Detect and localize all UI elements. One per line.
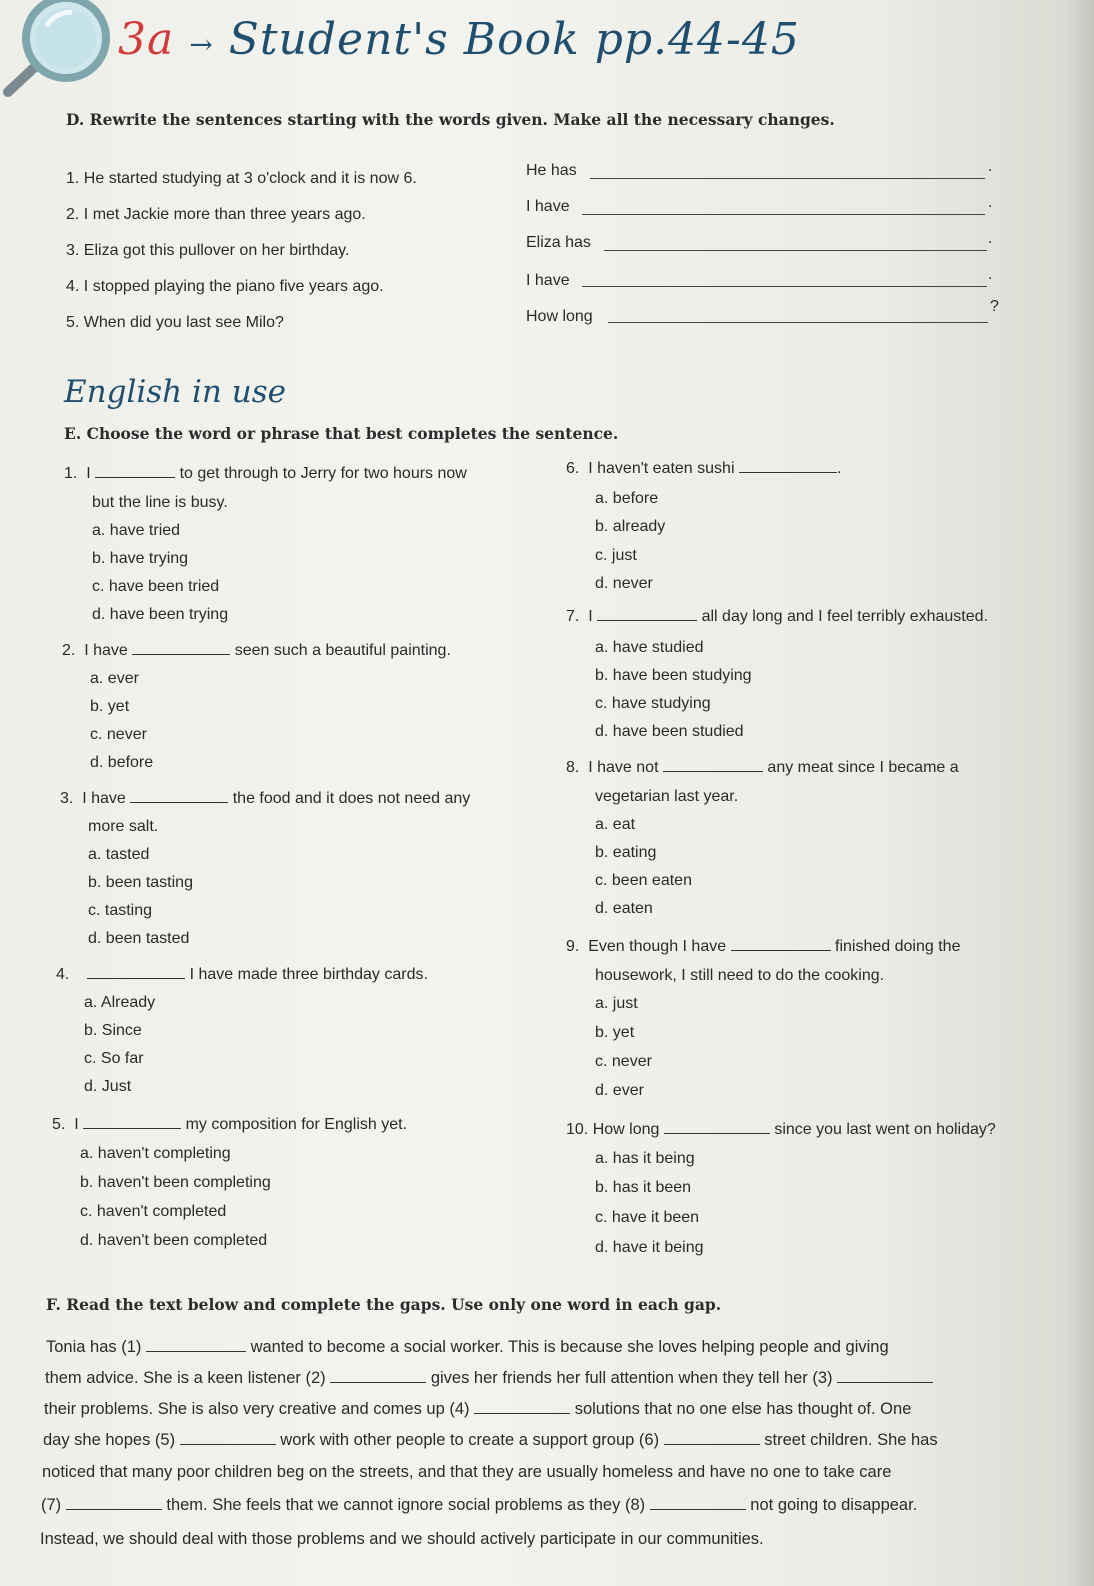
question-number: 5. [52, 1116, 66, 1133]
paragraph-line [40, 1530, 764, 1549]
answer-blank[interactable] [83, 1116, 181, 1129]
d-item-5-end: ? [990, 298, 999, 315]
question-text: the food and it does not need any [232, 790, 471, 807]
question-3 [60, 790, 470, 808]
option[interactable]: d. been tasted [88, 930, 190, 947]
question-text: I haven't eaten sushi [588, 460, 735, 477]
paragraph-line [42, 1463, 891, 1482]
option[interactable]: d. eaten [595, 900, 653, 917]
option[interactable]: c. haven't completed [80, 1203, 227, 1220]
option[interactable]: c. have studying [595, 695, 711, 712]
option[interactable]: d. have been studied [595, 723, 744, 740]
question-text: I [74, 1116, 79, 1133]
answer-blank[interactable] [731, 938, 831, 951]
option[interactable]: d. never [595, 575, 653, 592]
option[interactable]: b. eating [595, 844, 657, 861]
d-item-5-start: How long [526, 308, 593, 325]
d-item-4-end: . [988, 266, 993, 283]
option[interactable]: a. before [595, 490, 659, 507]
question-text: since you last went on holiday? [774, 1121, 996, 1138]
question-3-line2: more salt. [88, 818, 159, 835]
option[interactable]: a. ever [90, 670, 139, 687]
gap-blank[interactable] [650, 1497, 746, 1510]
answer-line[interactable] [590, 178, 985, 179]
text-fragment: solutions that no one else has thought of. One [574, 1400, 912, 1418]
d-item-2-end: . [988, 194, 993, 211]
section-e-instruction: E. Choose the word or phrase that best completes the sentence. [64, 424, 619, 443]
question-text: I have not [588, 759, 659, 776]
question-text: my composition for English yet. [185, 1116, 408, 1133]
answer-blank[interactable] [95, 465, 175, 478]
d-item-4-start: I have [526, 272, 570, 289]
question-number: 8. [566, 759, 580, 776]
option[interactable]: d. have been trying [92, 606, 229, 623]
option[interactable]: c. have been tried [92, 578, 220, 595]
d-item-3 [66, 242, 349, 260]
d-item-number: 5. [66, 314, 80, 331]
d-item-4 [66, 278, 384, 296]
d-item-number: 1. [66, 170, 80, 187]
d-item-1 [66, 170, 417, 188]
text-fragment: them advice. She is a keen listener (2) [45, 1369, 326, 1387]
gap-blank[interactable] [664, 1432, 760, 1445]
d-item-1-end: . [988, 158, 993, 175]
section-f-instruction: F. Read the text below and complete the gaps. Use only one word in each gap. [46, 1295, 722, 1314]
question-number: 6. [566, 460, 580, 477]
question-8 [566, 759, 959, 777]
question-number: 3. [60, 790, 74, 807]
english-in-use-title: English in use [64, 374, 286, 410]
question-text: I [588, 608, 593, 625]
option[interactable]: a. Already [84, 994, 156, 1011]
question-text: finished doing the [835, 938, 961, 955]
question-text: any meat since I became a [767, 759, 959, 776]
question-5 [52, 1116, 407, 1134]
header-title [118, 14, 800, 65]
question-7 [566, 608, 988, 626]
gap-blank[interactable] [146, 1339, 246, 1352]
text-fragment: their problems. She is also very creative and comes up (4) [44, 1400, 470, 1418]
question-number: 9. [566, 938, 580, 955]
option[interactable]: c. have it been [595, 1209, 700, 1226]
question-number: 2. [62, 642, 76, 659]
answer-line[interactable] [582, 214, 985, 215]
option[interactable]: b. have been studying [595, 667, 752, 684]
paragraph-line [45, 1369, 933, 1388]
answer-line[interactable] [582, 286, 987, 287]
text-fragment: not going to disappear. [750, 1496, 918, 1514]
question-1 [64, 465, 467, 483]
answer-blank[interactable] [664, 1121, 770, 1134]
question-10 [566, 1121, 996, 1139]
paragraph-line [43, 1431, 938, 1450]
option[interactable]: a. has it being [595, 1150, 695, 1167]
option[interactable]: d. ever [595, 1082, 644, 1099]
question-1-line2: but the line is busy. [92, 494, 228, 511]
text-fragment: wanted to become a social worker. This is because she loves helping people and giving [250, 1338, 889, 1356]
gap-blank[interactable] [66, 1497, 162, 1510]
gap-blank[interactable] [837, 1370, 933, 1383]
text-fragment: Instead, we should deal with those problems and we should actively participate in our communities. [40, 1530, 764, 1548]
d-item-sentence: He started studying at 3 o'clock and it is now 6. [83, 170, 417, 187]
question-number: 4. [56, 966, 70, 983]
option[interactable]: a. have studied [595, 639, 704, 656]
option[interactable]: a. eat [595, 816, 636, 833]
d-item-2 [66, 206, 366, 224]
option[interactable]: a. tasted [88, 846, 150, 863]
question-text: seen such a beautiful painting. [234, 642, 451, 659]
question-4 [56, 966, 428, 984]
option[interactable]: d. haven't been completed [80, 1232, 268, 1249]
option[interactable]: c. just [595, 547, 637, 564]
option[interactable]: b. Since [84, 1022, 142, 1039]
question-8-line2: vegetarian last year. [595, 788, 739, 805]
unit-label: 3a [118, 14, 175, 65]
question-text: Even though I have [588, 938, 727, 955]
question-number: 1. [64, 465, 78, 482]
text-fragment: them. She feels that we cannot ignore social problems as they (8) [166, 1496, 646, 1514]
answer-blank[interactable] [597, 608, 697, 621]
d-item-1-start: He has [526, 162, 577, 179]
text-fragment: day she hopes (5) [43, 1431, 176, 1449]
d-item-3-end: . [988, 230, 993, 247]
text-fragment: (7) [41, 1496, 62, 1514]
option[interactable]: b. haven't been completing [80, 1174, 271, 1191]
d-item-sentence: When did you last see Milo? [83, 314, 284, 331]
option[interactable]: d. Just [84, 1078, 132, 1095]
question-text: I have [82, 790, 126, 807]
option[interactable]: b. has it been [595, 1179, 692, 1196]
question-9 [566, 938, 960, 956]
answer-blank[interactable] [87, 966, 185, 979]
option[interactable]: c. never [595, 1053, 652, 1070]
text-fragment: gives her friends her full attention when they tell her (3) [430, 1369, 833, 1387]
answer-blank[interactable] [739, 460, 837, 473]
option[interactable]: d. before [90, 754, 154, 771]
arrow-icon: → [189, 28, 214, 61]
question-text: I have [84, 642, 128, 659]
answer-blank[interactable] [132, 642, 230, 655]
question-text: all day long and I feel terribly exhausted. [701, 608, 988, 625]
option[interactable]: a. have tried [92, 522, 181, 539]
book-pages-title: Student's Book pp.44-45 [228, 14, 800, 65]
question-6 [566, 460, 841, 478]
gap-blank[interactable] [474, 1401, 570, 1414]
text-fragment: street children. She has [764, 1431, 938, 1449]
gap-blank[interactable] [330, 1370, 426, 1383]
option[interactable]: c. So far [84, 1050, 144, 1067]
section-d-instruction: D. Rewrite the sentences starting with the words given. Make all the necessary changes. [66, 110, 835, 129]
text-fragment: work with other people to create a support group (6) [280, 1431, 660, 1449]
option[interactable]: b. have trying [92, 550, 189, 567]
question-text: I [86, 465, 91, 482]
d-item-number: 3. [66, 242, 80, 259]
question-text: to get through to Jerry for two hours now [179, 465, 467, 482]
option[interactable]: c. been eaten [595, 872, 692, 889]
question-text: I have made three birthday cards. [189, 966, 428, 983]
paragraph-line [46, 1338, 889, 1357]
option[interactable]: b. yet [595, 1024, 635, 1041]
option[interactable]: c. tasting [88, 902, 153, 919]
d-item-sentence: I met Jackie more than three years ago. [83, 206, 366, 223]
text-fragment: Tonia has (1) [46, 1338, 142, 1356]
d-item-3-start: Eliza has [526, 234, 591, 251]
answer-blank[interactable] [130, 790, 228, 803]
question-number: 10. [566, 1121, 589, 1138]
d-item-2-start: I have [526, 198, 570, 215]
page-edge-shadow [1064, 0, 1094, 1586]
question-9-line2: housework, I still need to do the cooking. [595, 967, 885, 984]
d-item-number: 2. [66, 206, 80, 223]
option[interactable]: a. haven't completing [80, 1145, 231, 1162]
option[interactable]: a. just [595, 995, 638, 1012]
gap-blank[interactable] [180, 1432, 276, 1445]
d-item-5 [66, 314, 284, 332]
d-item-sentence: Eliza got this pullover on her birthday. [83, 242, 350, 259]
magnifier-icon [0, 0, 112, 100]
answer-line[interactable] [604, 250, 987, 251]
d-item-number: 4. [66, 278, 80, 295]
option[interactable]: b. already [595, 518, 666, 535]
option[interactable]: b. yet [90, 698, 130, 715]
question-number: 7. [566, 608, 580, 625]
paragraph-line [44, 1400, 911, 1419]
option[interactable]: d. have it being [595, 1239, 704, 1256]
d-item-sentence: I stopped playing the piano five years ago. [83, 278, 384, 295]
option[interactable]: b. been tasting [88, 874, 193, 891]
question-text: . [836, 460, 842, 477]
option[interactable]: c. never [90, 726, 147, 743]
question-text: How long [592, 1121, 660, 1138]
question-2 [62, 642, 451, 660]
text-fragment: noticed that many poor children beg on the streets, and that they are usually homeless and have no one to take care [42, 1463, 892, 1481]
paragraph-line [41, 1496, 917, 1515]
answer-blank[interactable] [663, 759, 763, 772]
answer-line[interactable] [608, 322, 988, 323]
